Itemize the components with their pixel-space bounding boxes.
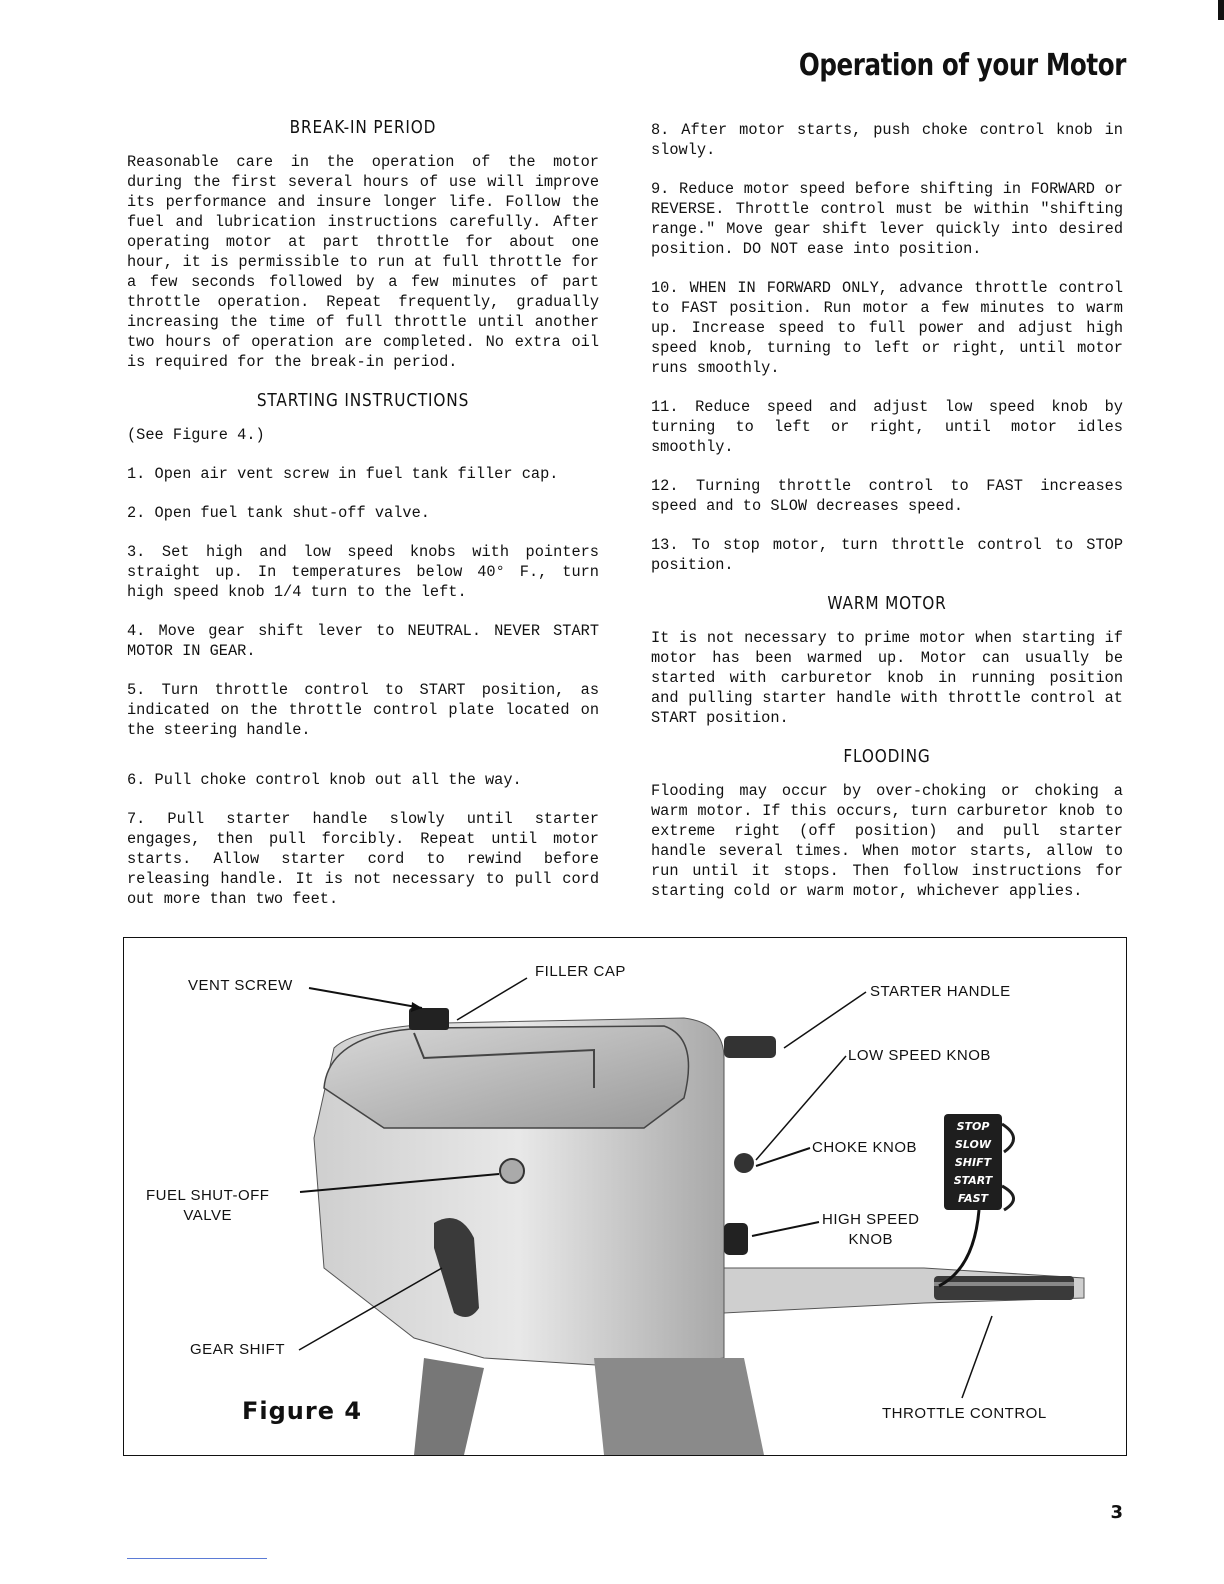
callout-high-speed-line1: HIGH SPEED <box>822 1211 920 1228</box>
flooding-text: Flooding may occur by over-choking or choking a warm motor. If this occurs, turn carburetor knob to extreme right (off position) and pull starter handle several times. When motor starts, allow to run until it stops. Then follow instructions for starting cold or warm motor, whichever applies. <box>651 782 1123 900</box>
step-9: 9. Reduce motor speed before shifting in FORWARD or REVERSE. Throttle control must be within "shifting range." Move gear shift lever quickly into desired position. DO NOT ease into position. <box>651 180 1123 258</box>
callout-high-speed-line2: KNOB <box>848 1231 894 1248</box>
plate-slow: SLOW <box>954 1138 992 1151</box>
callout-starter-handle: STARTER HANDLE <box>870 983 1011 1000</box>
step-7: 7. Pull starter handle slowly until starter engages, then pull forcibly. Repeat until motor starts. Allow starter cord to rewind before releasing handle. It is not necessary to pull cord out more than two feet. <box>127 810 599 908</box>
callout-choke-knob: CHOKE KNOB <box>812 1139 918 1156</box>
step-8: 8. After motor starts, push choke control knob in slowly. <box>651 121 1123 159</box>
callout-filler-cap: FILLER CAP <box>535 963 626 980</box>
figure-title: Figure 4 <box>242 1397 363 1425</box>
step-2: 2. Open fuel tank shut-off valve. <box>127 504 430 522</box>
callout-high-speed-knob <box>822 1210 920 1250</box>
scan-corner-mark <box>1218 0 1224 20</box>
callout-fuel-shutoff-line2: VALVE <box>183 1207 233 1224</box>
page-number: 3 <box>1110 1502 1123 1523</box>
plate-stop: STOP <box>956 1120 990 1133</box>
step-12: 12. Turning throttle control to FAST increases speed and to SLOW decreases speed. <box>651 477 1123 515</box>
plate-fast: FAST <box>957 1192 989 1205</box>
step-10: 10. WHEN IN FORWARD ONLY, advance throttle control to FAST position. Run motor a few minutes to warm up. Increase speed to full power and adjust high speed knob, turning to left or right, until motor runs smoothly. <box>651 279 1123 377</box>
plate-shift: SHIFT <box>954 1156 992 1169</box>
starting-heading: STARTING INSTRUCTIONS <box>256 390 470 411</box>
callout-throttle-control: THROTTLE CONTROL <box>882 1405 1047 1422</box>
callout-fuel-shutoff <box>146 1186 269 1226</box>
warm-motor-heading: WARM MOTOR <box>827 593 947 614</box>
step-13: 13. To stop motor, turn throttle control to STOP position. <box>651 536 1123 574</box>
right-column <box>651 120 1123 920</box>
break-in-text: Reasonable care in the operation of the motor during the first several hours of use will improve its performance and insure longer life. Follow the fuel and lubrication instructions carefully. After operating motor at part throttle for about one hour, it is permissible to run at full throttle for a few seconds followed by a few minutes of part throttle operation. Repeat frequently, gradually increasing the time of full throttle until another two hours of operation are completed. No extra oil is required for the break-in period. <box>127 153 599 371</box>
footer-rule <box>127 1558 267 1559</box>
step-11: 11. Reduce speed and adjust low speed knob by turning to left or right, until motor idles smoothly. <box>651 398 1123 456</box>
throttle-plate-labels <box>946 1118 1000 1208</box>
figure-4 <box>123 937 1127 1456</box>
break-in-heading: BREAK-IN PERIOD <box>289 117 437 138</box>
flooding-heading: FLOODING <box>843 746 931 767</box>
callout-gear-shift: GEAR SHIFT <box>190 1341 286 1358</box>
starting-note: (See Figure 4.) <box>127 426 265 444</box>
step-4: 4. Move gear shift lever to NEUTRAL. NEVER START MOTOR IN GEAR. <box>127 622 599 660</box>
step-1: 1. Open air vent screw in fuel tank filler cap. <box>127 465 559 483</box>
step-6: 6. Pull choke control knob out all the way. <box>127 771 522 789</box>
left-column <box>127 112 599 928</box>
warm-motor-text: It is not necessary to prime motor when starting if motor has been warmed up. Motor can usually be started with carburetor knob in running position and pulling starter handle with throttle control at START position. <box>651 629 1123 727</box>
step-5: 5. Turn throttle control to START position, as indicated on the throttle control plate located on the steering handle. <box>127 681 599 739</box>
callout-fuel-shutoff-line1: FUEL SHUT-OFF <box>146 1187 270 1204</box>
page-title: Operation of your Motor <box>798 48 1126 83</box>
callout-low-speed-knob: LOW SPEED KNOB <box>848 1047 991 1064</box>
callout-vent-screw: VENT SCREW <box>188 977 293 994</box>
step-3: 3. Set high and low speed knobs with pointers straight up. In temperatures below 40° F., turn high speed knob 1/4 turn to the left. <box>127 543 599 601</box>
plate-start: START <box>953 1174 993 1187</box>
